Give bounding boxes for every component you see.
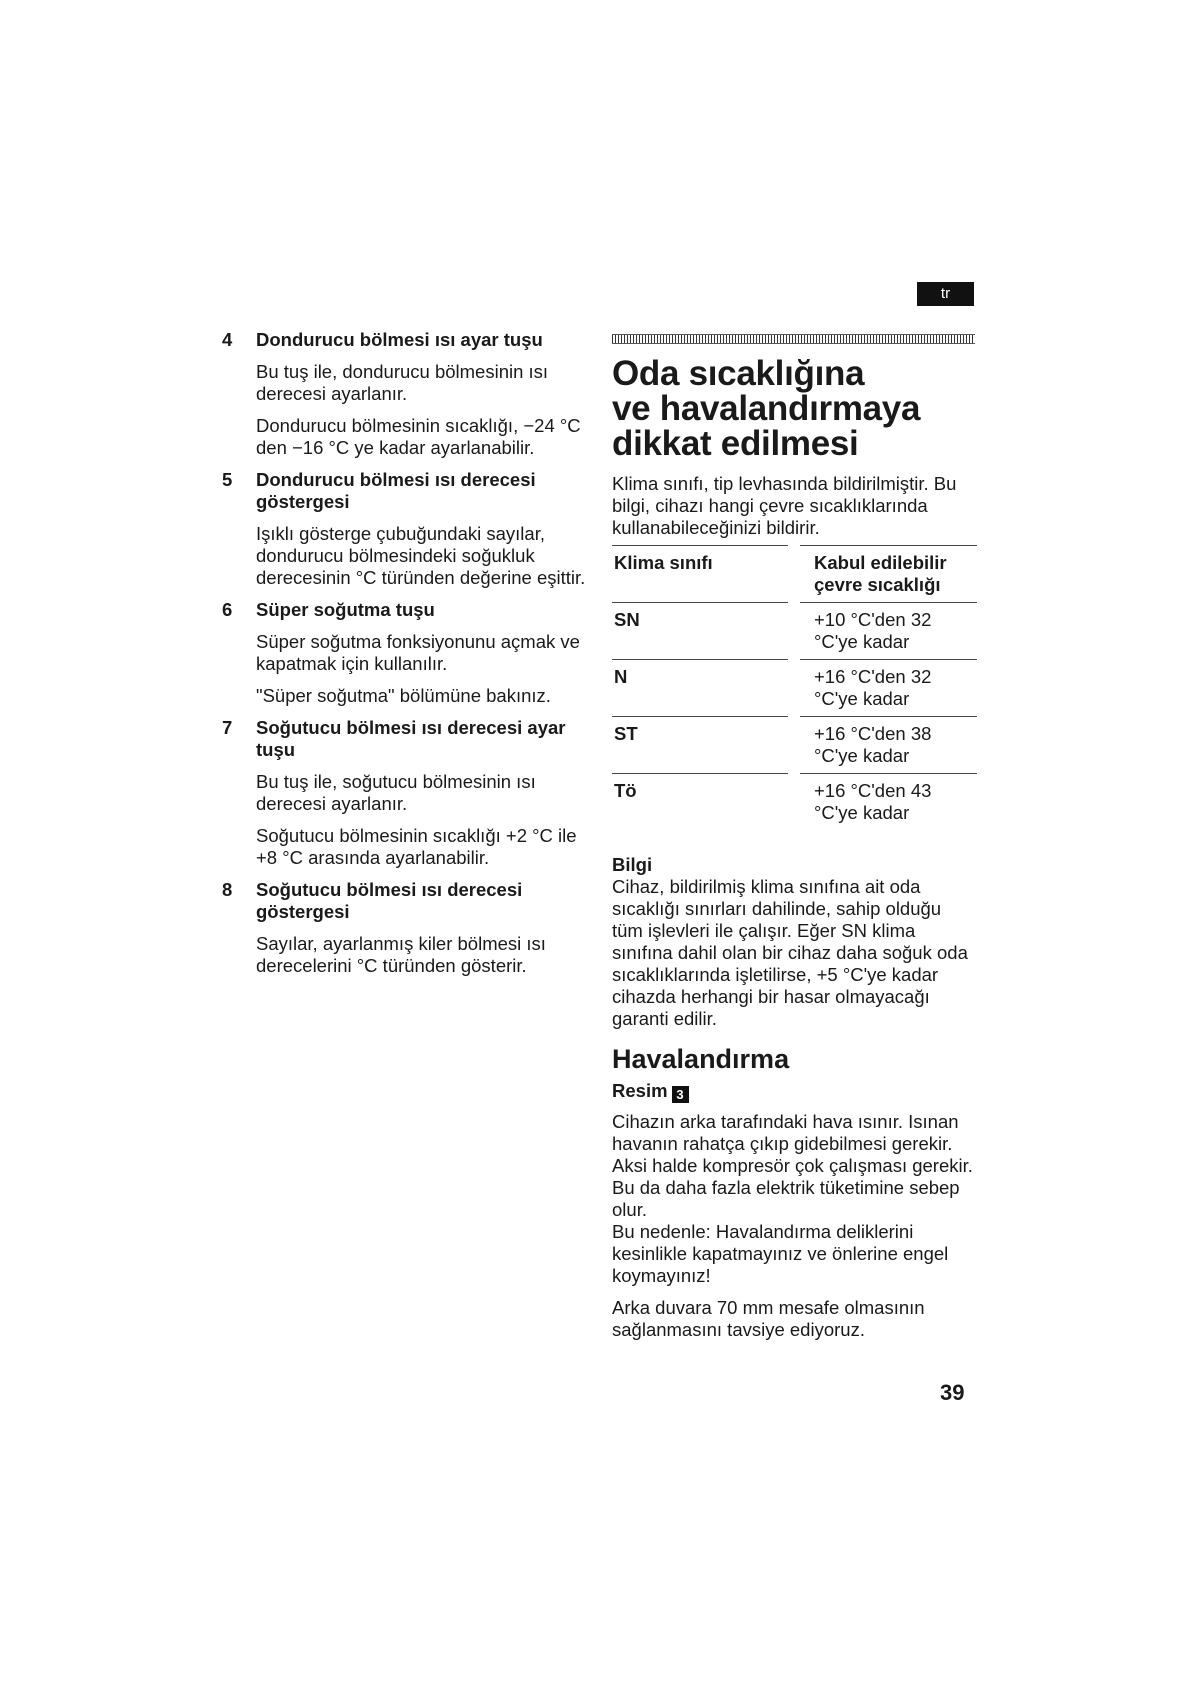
right-column (612, 334, 975, 1351)
table-cell-class: N (612, 659, 788, 716)
heading-line: Oda sıcaklığına (612, 354, 865, 393)
item-number: 7 (222, 717, 233, 738)
item-number: 8 (222, 879, 233, 900)
item-paragraph: Işıklı gösterge çubuğundaki sayılar, dondurucu bölmesindeki soğukluk derecesinin °C türünden değerine eşittir. (256, 523, 586, 588)
heading-line: dikkat edilmesi (612, 424, 859, 463)
item-6 (220, 599, 590, 707)
page-number: 39 (940, 1380, 965, 1405)
table-row (612, 602, 977, 659)
section-divider (612, 334, 975, 344)
left-column (220, 329, 590, 987)
heading-line: ve havalandırmaya (612, 389, 921, 428)
item-title: Süper soğutma tuşu (256, 599, 435, 620)
table-cell-class: Tö (612, 773, 788, 836)
table-row (612, 659, 977, 716)
ventilation-distance-text: Arka duvara 70 mm mesafe olmasının sağlanmasını tavsiye ediyoruz. (612, 1297, 925, 1340)
item-8 (220, 879, 590, 977)
table-row (612, 773, 977, 836)
item-paragraph: Bu tuş ile, dondurucu bölmesinin ısı derecesi ayarlanır. (256, 361, 549, 404)
item-5 (220, 469, 590, 589)
figure-reference-label: Resim (612, 1080, 668, 1101)
table-cell-temperature: +16 °C'den 32 °C'ye kadar (800, 659, 977, 716)
table-cell-temperature: +16 °C'den 43 °C'ye kadar (800, 773, 977, 836)
item-paragraph: Süper soğutma fonksiyonunu açmak ve kapatmak için kullanılır. (256, 631, 580, 674)
item-7 (220, 717, 590, 869)
item-paragraph: Bu tuş ile, soğutucu bölmesinin ısı derecesi ayarlanır. (256, 771, 536, 814)
item-paragraph: Dondurucu bölmesinin sıcaklığı, −24 °C den −16 °C ye kadar ayarlanabilir. (256, 415, 581, 458)
item-title: Dondurucu bölmesi ısı derecesi göstergesi (256, 469, 536, 512)
table-cell-class: SN (612, 602, 788, 659)
ventilation-paragraph (612, 1111, 975, 1287)
language-tab: tr (917, 282, 974, 306)
table-cell-temperature: +16 °C'den 38 °C'ye kadar (800, 716, 977, 773)
info-title: Bilgi (612, 854, 653, 875)
item-4 (220, 329, 590, 459)
item-number: 6 (222, 599, 233, 620)
item-number: 5 (222, 469, 233, 490)
figure-number-icon: 3 (672, 1086, 689, 1103)
section-heading (612, 356, 975, 461)
item-title: Soğutucu bölmesi ısı derecesi ayar tuşu (256, 717, 566, 760)
table-header-cell: Klima sınıfı (612, 545, 788, 602)
ventilation-text: Cihazın arka tarafındaki hava ısınır. Isınan havanın rahatça çıkıp gidebilmesi gerekir. Aksi halde kompresör çok çalışması gerekir. Bu da daha fazla elektrik tüketimine sebep olur. (612, 1111, 973, 1220)
item-title: Dondurucu bölmesi ısı ayar tuşu (256, 329, 543, 350)
intro-text: Klima sınıfı, tip levhasında bildirilmiştir. Bu bilgi, cihazı hangi çevre sıcaklıklarında kullanabileceğinizi bildirir. (612, 473, 957, 538)
item-number: 4 (222, 329, 233, 350)
item-paragraph: Sayılar, ayarlanmış kiler bölmesi ısı derecelerini °C türünden gösterir. (256, 933, 546, 976)
table-header-row (612, 545, 977, 602)
ventilation-warning: Bu nedenle: Havalandırma deliklerini kesinlikle kapatmayınız ve önlerine engel koymayınız! (612, 1221, 949, 1286)
info-text: Cihaz, bildirilmiş klima sınıfına ait oda sıcaklığı sınırları dahilinde, sahip olduğu tüm işlevleri ile çalışır. Eğer SN klima sınıfına dahil olan bir cihaz daha soğuk oda sıcaklıklarında işletilirse, +5 °C'ye kadar cihazda herhangi bir hasar olmayacağı garanti edilir. (612, 876, 968, 1029)
table-header-cell: Kabul edilebilir çevre sıcaklığı (800, 545, 977, 602)
ventilation-heading: Havalandırma (612, 1044, 790, 1074)
table-row (612, 716, 977, 773)
figure-reference (612, 1080, 975, 1103)
climate-class-table (612, 545, 977, 836)
table-cell-class: ST (612, 716, 788, 773)
item-paragraph: "Süper soğutma" bölümüne bakınız. (256, 685, 551, 706)
table-cell-temperature: +10 °C'den 32 °C'ye kadar (800, 602, 977, 659)
item-paragraph: Soğutucu bölmesinin sıcaklığı +2 °C ile +8 °C arasında ayarlanabilir. (256, 825, 577, 868)
item-title: Soğutucu bölmesi ısı derecesi göstergesi (256, 879, 523, 922)
